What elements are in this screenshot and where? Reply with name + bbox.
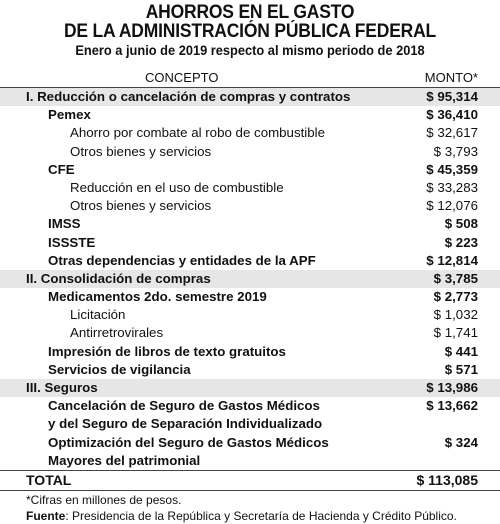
table-row — [0, 452, 500, 470]
table-row — [0, 379, 500, 397]
row-amount: $ 2,773 — [433, 289, 478, 305]
total-label: TOTAL — [26, 471, 72, 488]
footnote: *Cifras en millones de pesos. — [26, 493, 182, 507]
row-amount: $ 1,032 — [433, 307, 478, 323]
table-row — [0, 143, 500, 161]
savings-table — [0, 88, 500, 491]
row-amount: $ 32,617 — [426, 125, 478, 141]
row-amount: $ 95,314 — [426, 89, 478, 104]
row-amount: $ 508 — [444, 216, 478, 232]
row-label: I. Reducción o cancelación de compras y contratos — [26, 89, 351, 104]
table-row — [0, 106, 500, 124]
row-label: Optimización del Seguro de Gastos Médicos — [48, 434, 329, 450]
table-row — [0, 161, 500, 179]
row-label: ISSSTE — [48, 234, 96, 250]
row-amount: $ 45,359 — [426, 161, 478, 177]
source-text: : Presidencia de la República y Secretaría de Hacienda y Crédito Público. — [65, 509, 457, 523]
total-amount: $ 113,085 — [416, 471, 478, 488]
column-amount: MONTO* — [424, 70, 478, 85]
row-label: Pemex — [48, 107, 91, 123]
row-label: Reducción en el uso de combustible — [70, 179, 284, 195]
row-amount: $ 1,741 — [433, 325, 478, 341]
row-label: IMSS — [48, 216, 81, 232]
row-label: Otros bienes y servicios — [70, 143, 212, 159]
row-label: CFE — [48, 161, 75, 177]
row-amount: $ 12,814 — [426, 252, 478, 268]
table-row — [0, 179, 500, 197]
table-row — [0, 361, 500, 379]
row-amount: $ 3,785 — [433, 270, 478, 286]
table-row — [0, 415, 500, 433]
column-concept: CONCEPTO — [145, 70, 219, 85]
row-amount: $ 441 — [444, 343, 478, 359]
total-row — [0, 470, 500, 491]
table-row — [0, 288, 500, 306]
row-label: Servicios de vigilancia — [48, 361, 191, 377]
row-amount: $ 36,410 — [426, 107, 478, 123]
subtitle: Enero a junio de 2019 respecto al mismo periodo de 2018 — [75, 43, 425, 58]
row-label: Cancelación de Seguro de Gastos Médicos — [48, 398, 320, 414]
table-row — [0, 324, 500, 342]
table-row — [0, 197, 500, 215]
table-row — [0, 343, 500, 361]
row-amount: $ 13,986 — [426, 380, 478, 395]
row-label: y del Seguro de Separación Individualizado — [48, 416, 323, 432]
row-label: Otros bienes y servicios — [70, 198, 212, 214]
table-row — [0, 234, 500, 252]
title-line-2: DE LA ADMINISTRACIÓN PÚBLICA FEDERAL — [63, 21, 437, 42]
table-row — [0, 252, 500, 270]
row-label: Otras dependencias y entidades de la APF — [48, 252, 316, 268]
row-amount: $ 3,793 — [433, 143, 478, 159]
table-row — [0, 215, 500, 233]
row-amount: $ 12,076 — [426, 198, 478, 214]
row-amount: $ 571 — [444, 361, 478, 377]
table-row — [0, 434, 500, 452]
table-row — [0, 88, 500, 106]
row-amount: $ 223 — [444, 234, 478, 250]
table-row — [0, 306, 500, 324]
header — [0, 3, 500, 59]
table-row — [0, 270, 500, 288]
table-row — [0, 397, 500, 415]
source-label: Fuente — [26, 509, 66, 523]
row-label: Ahorro por combate al robo de combustible — [70, 125, 325, 141]
row-label: Impresión de libros de texto gratuitos — [48, 343, 286, 359]
row-amount: $ 324 — [444, 434, 478, 450]
row-label: Mayores del patrimonial — [48, 452, 201, 468]
column-header — [0, 69, 500, 88]
row-label: Licitación — [70, 307, 126, 323]
row-amount: $ 13,662 — [426, 398, 478, 414]
row-amount: $ 33,283 — [426, 179, 478, 195]
row-label: Medicamentos 2do. semestre 2019 — [48, 289, 267, 305]
row-label: Antirretrovirales — [70, 325, 164, 341]
row-label: III. Seguros — [26, 380, 98, 395]
table-row — [0, 124, 500, 142]
row-label: II. Consolidación de compras — [26, 270, 211, 286]
page — [0, 3, 500, 524]
title-line-1: AHORROS EN EL GASTO — [145, 2, 355, 23]
